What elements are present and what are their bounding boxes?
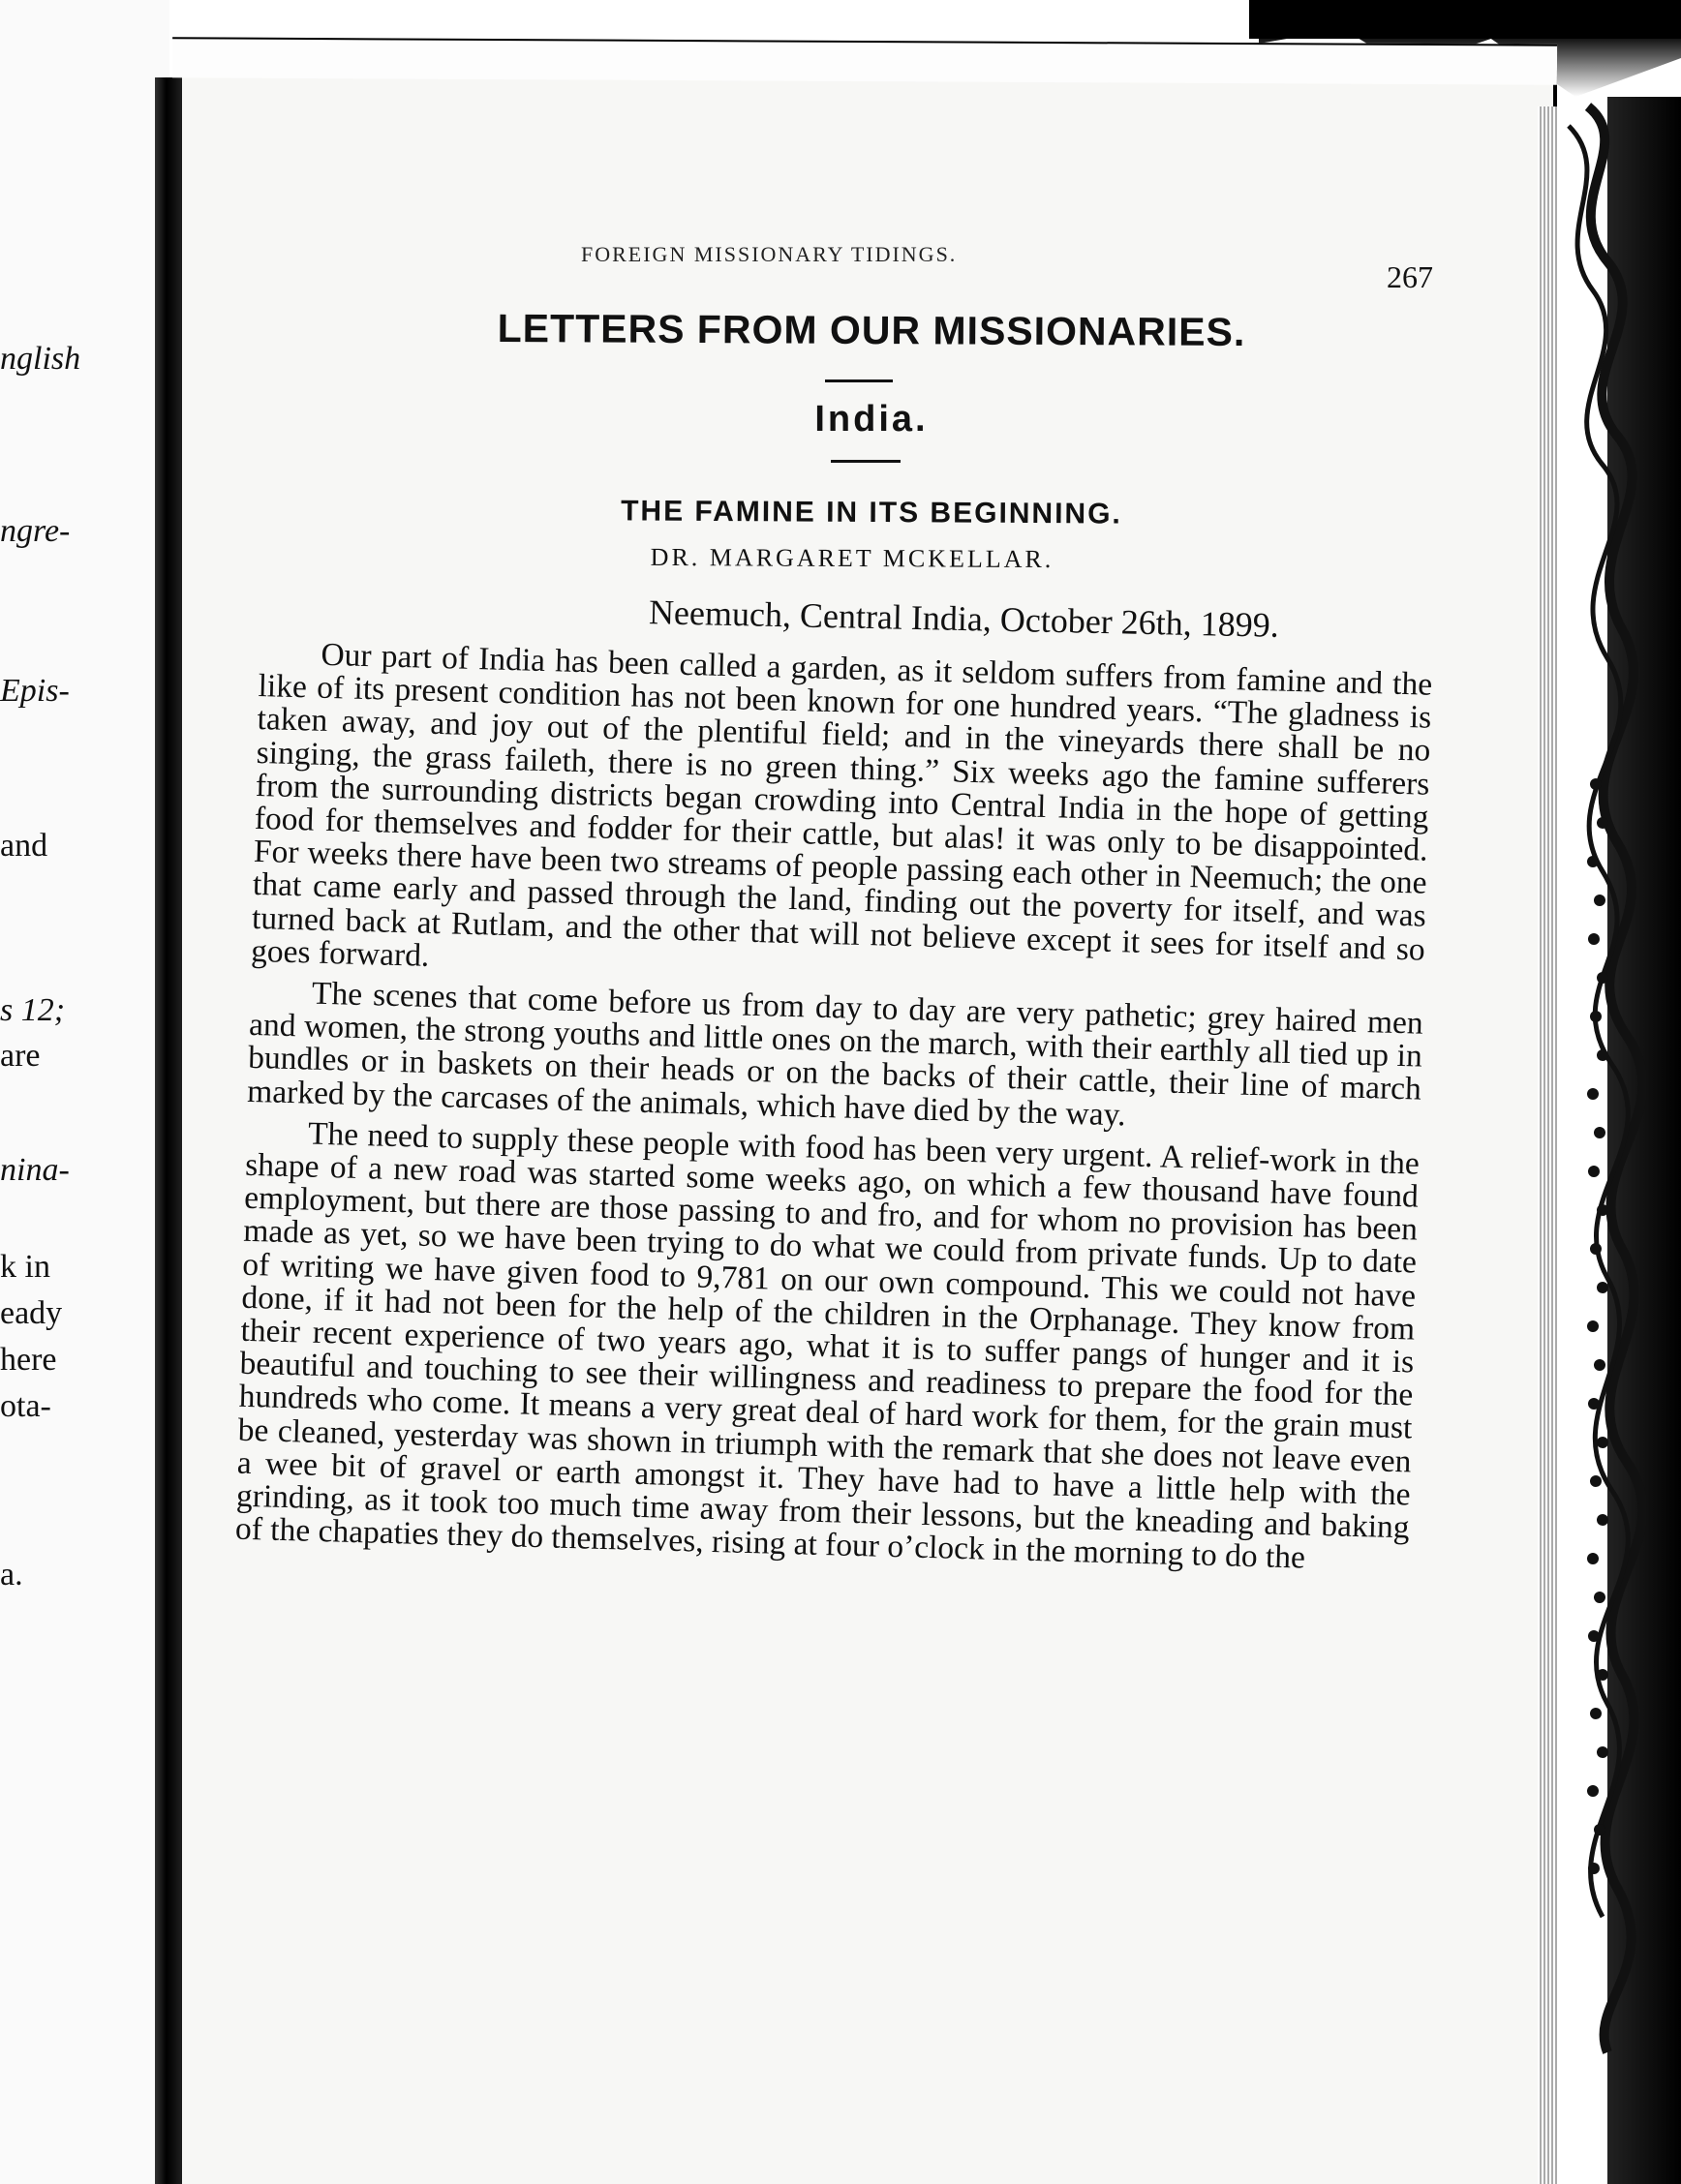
left-page-fragment: ota- <box>0 1388 51 1424</box>
left-page-fragment: eady <box>0 1295 63 1331</box>
left-page-fragment: k in <box>0 1249 50 1285</box>
left-page <box>0 0 169 2184</box>
paragraph: Our part of India has been called a garden, as it seldom suffers from famine and the like of its present condition has not been known for one hundred years. “The gladness is taken away, and joy out of the plentiful field; and in the vineyards there shall be no singing, the grass faileth, there is no green thing.” Six weeks ago the famine sufferers from the surrounding districts began crowding into Central India in the hope of getting food for themselves and fodder for their cattle, but alas! it was only to be disappointed. For weeks there have been two streams of people passing each other in Neemuch; the one that came early and passed through the land, finding out the poverty for itself, and was turned back at Rutlam, and the other that will not believe except it sees for itself and so goes forward. <box>250 636 1433 974</box>
section-title: LETTERS FROM OUR MISSIONARIES. <box>497 305 1246 355</box>
left-page-fragment: nglish <box>0 341 81 377</box>
left-page-fragment: s 12; <box>0 992 66 1028</box>
left-page-fragment: nina- <box>0 1152 70 1188</box>
paragraph: The need to supply these people with food has been very urgent. A relief-work in the shape of a new road was started some weeks ago, on which a few thousand have found employment, but there are those passing to and fro, and for whom no provision has been made as yet, so we have been trying to do what we could from private funds. Up to date of writing we have given food to 9,781 on our own compound. This we could not have done, if it had not been for the help of the children in the Orphanage. They know from their recent experience of two years ago, what it is to suffer pangs of hunger and it is beautiful and touching to see their willingness and readiness to prepare the food for the hundreds who come. It means a very great deal of hard work for them, for the grain must be cleaned, yesterday was shown in triumph with the remark that she does not leave even a wee bit of gravel or earth amongst it. They have had to have a little help with the grinding, as it took too much time away from their lessons, but the kneading and baking of the chapaties they do themselves, rising at four o’clock in the morning to do the <box>234 1115 1421 1576</box>
dateline: Neemuch, Central India, October 26th, 1899. <box>648 592 1280 645</box>
running-head: FOREIGN MISSIONARY TIDINGS. <box>581 242 958 266</box>
country-heading: India. <box>814 399 929 440</box>
paragraph: The scenes that come before us from day to day are very pathetic; grey haired men and women, the strong youths and little ones on the march, with their earthly all tied up in bundles or in baskets on their heads or on the backs of their cattle, their line of march marked by the carcases of the animals, which have died by the way. <box>246 975 1424 1134</box>
decorative-border <box>1549 87 1646 2062</box>
left-page-fragment: here <box>0 1342 57 1378</box>
book-spine <box>155 77 184 2184</box>
left-page-fragment: and <box>0 828 48 864</box>
left-page-fragment: Epis- <box>0 673 70 709</box>
left-page-fragment: are <box>0 1038 41 1074</box>
left-page-fragment: ngre- <box>0 513 71 549</box>
author-byline: DR. MARGARET MCKELLAR. <box>650 542 1054 574</box>
divider <box>825 379 893 382</box>
divider <box>831 460 901 463</box>
article-body <box>235 637 1433 1578</box>
left-page-fragment: a. <box>0 1557 23 1592</box>
page-number: 267 <box>1387 259 1433 294</box>
article-title: THE FAMINE IN ITS BEGINNING. <box>621 495 1122 531</box>
